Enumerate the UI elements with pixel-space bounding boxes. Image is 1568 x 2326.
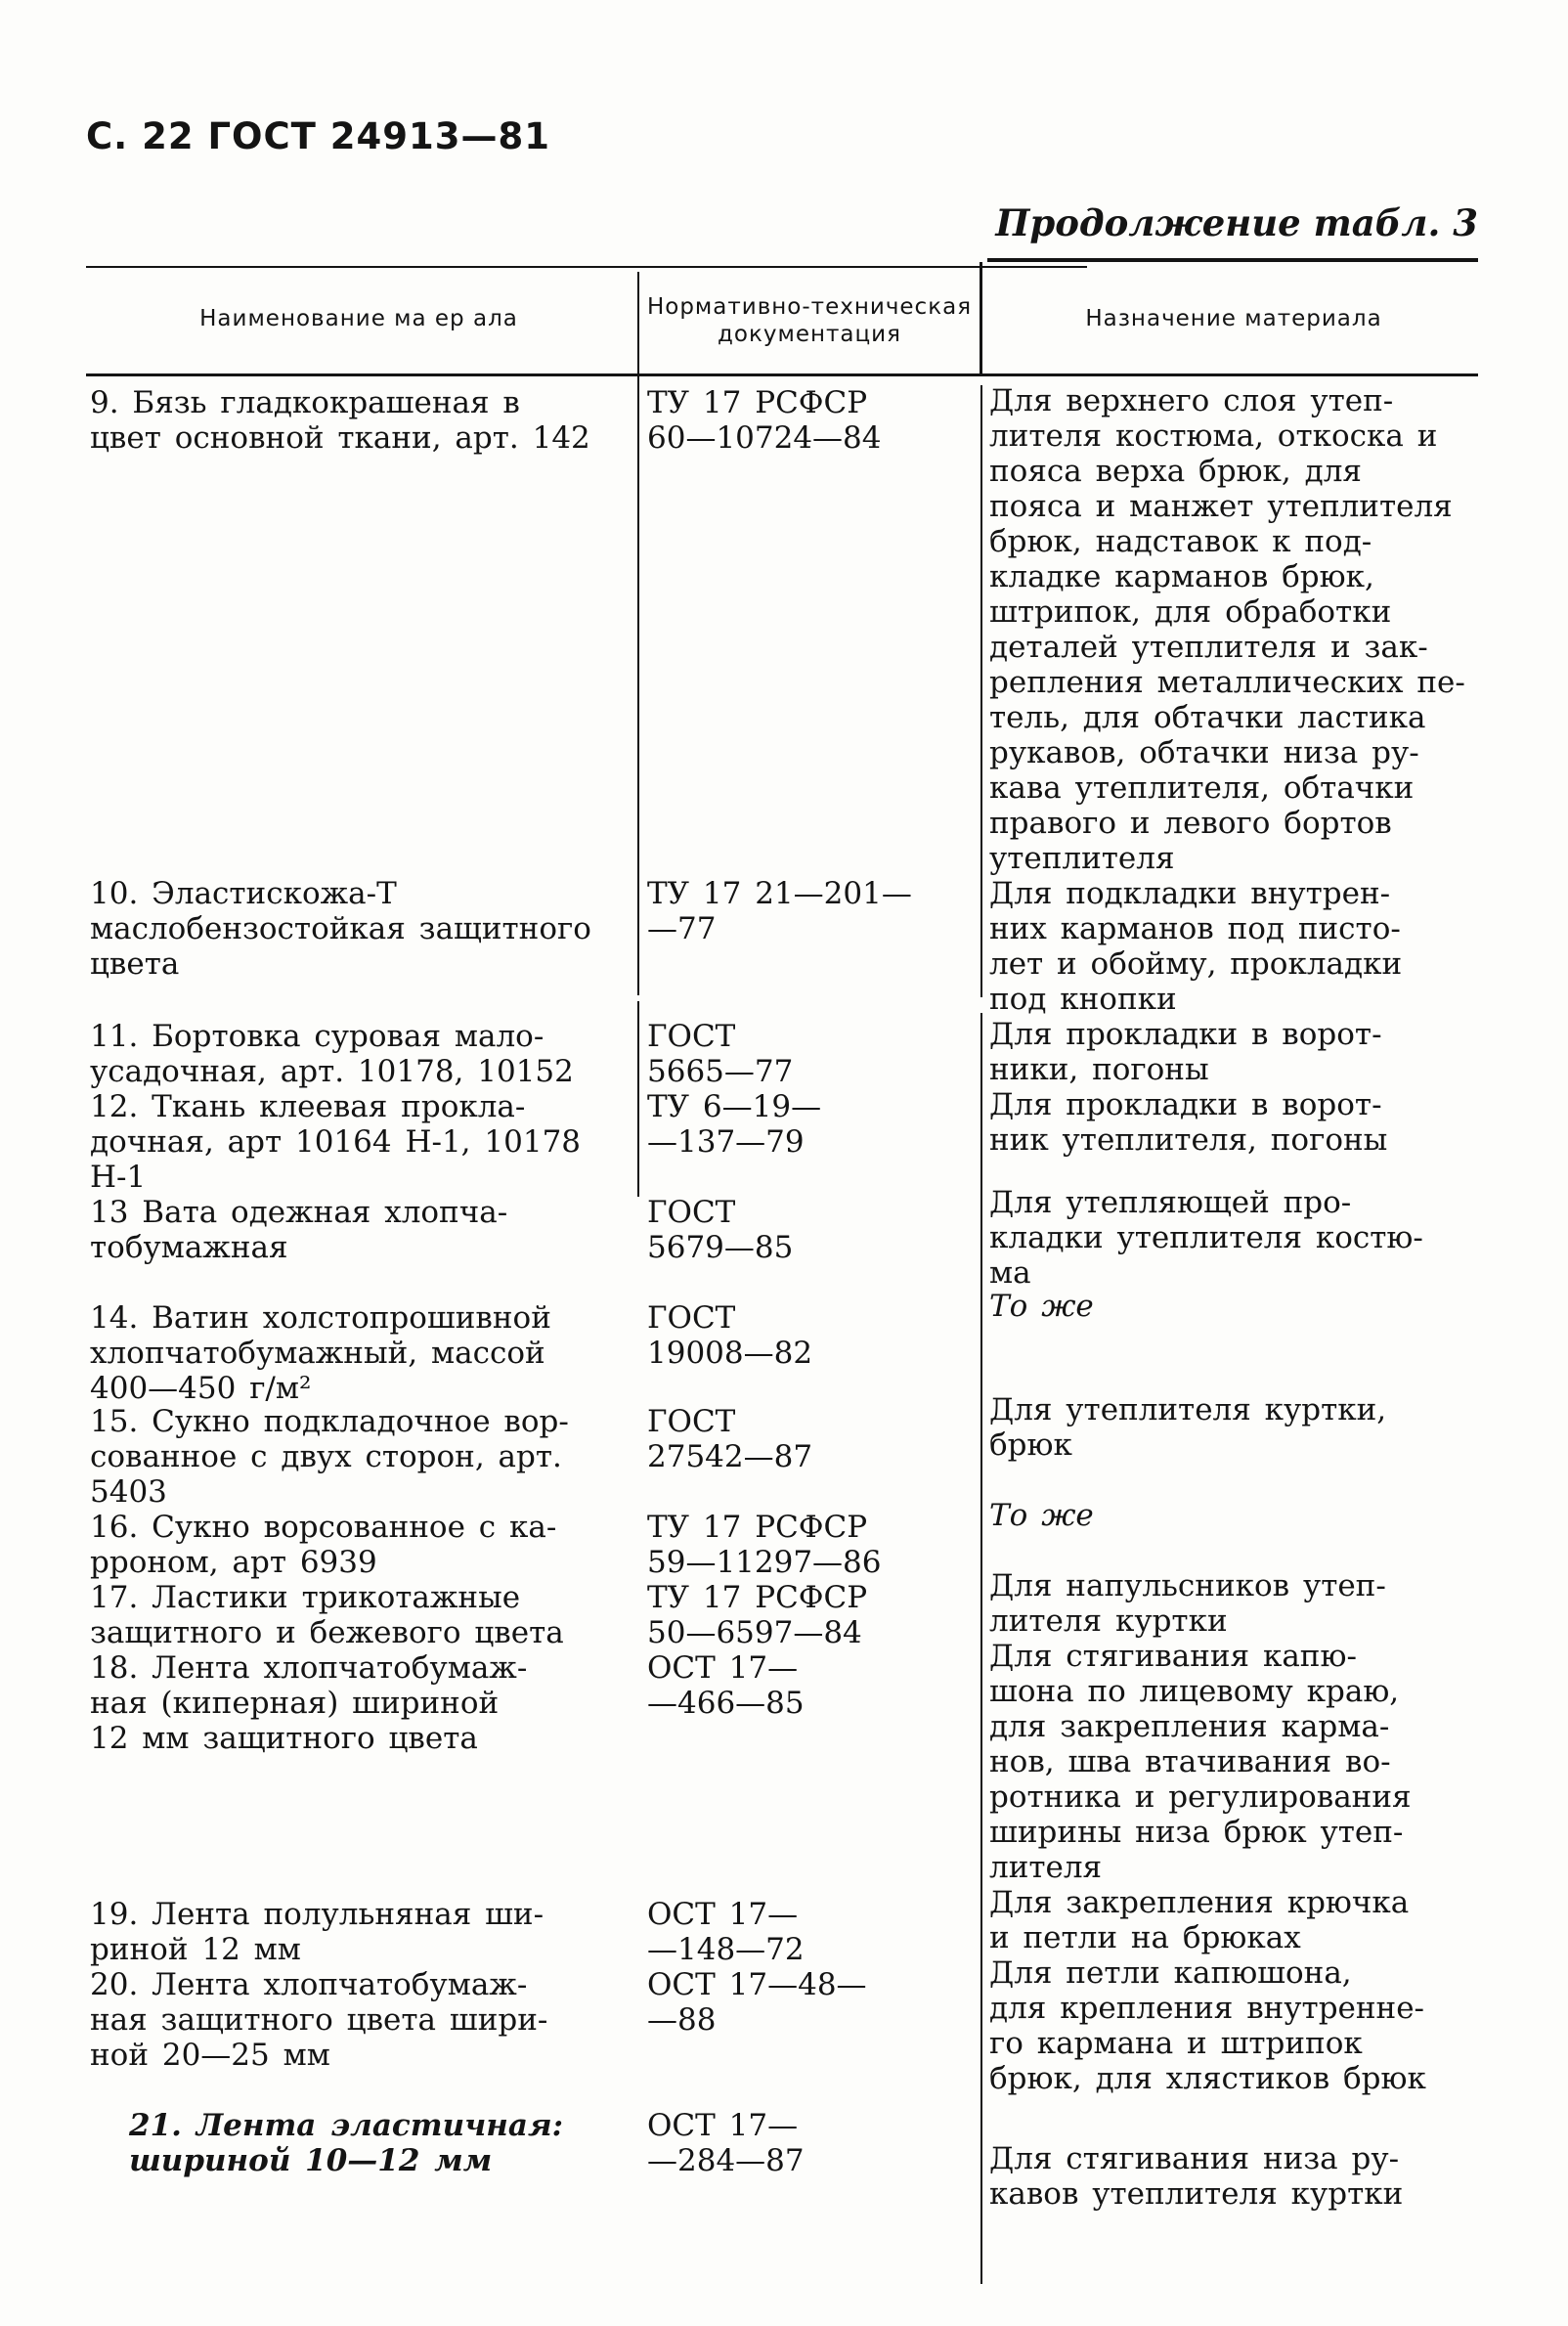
row-13-name: 21. Лента эластичная: шириной 10—12 мм (129, 2108, 564, 2178)
row-9-doc: ТУ 17 РСФСР 50—6597—84 (647, 1580, 868, 1650)
row-9-name: 17. Ластики трикотажные защитного и бежевого цвета (90, 1580, 564, 1650)
row-1-purpose: Для верхнего слоя утеп- лителя костюма, откоска и пояса верха брюк, для пояса и манжет утеплителя брюк, надставок к под- кладке карманов брюк, штрипок, для обработки деталей утеплителя и зак- репления металлических пе- тель, для обтачки ластика рукавов, обтачки низа ру- кава утеплителя, обтачки правого и левого бортов утеплителя (989, 383, 1465, 876)
row-2-purpose: Для подкладки внутрен- них карманов под писто- лет и обойму, прокладки под кнопки (989, 876, 1403, 1017)
row-8-purpose: То же (989, 1498, 1094, 1533)
row-4-name: 12. Ткань клеевая прокла- дочная, арт 10164 Н-1, 10178 Н-1 (90, 1089, 582, 1195)
row-1-name: 9. Бязь гладкокрашеная в цвет основной ткани, арт. 142 (90, 385, 590, 456)
row-11-purpose: Для закрепления крючка и петли на брюках (989, 1885, 1410, 1955)
table-continuation-label: Продолжение табл. 3 (995, 201, 1478, 244)
column-header-document: Нормативно-техническая документация (646, 294, 973, 347)
row-10-doc: ОСТ 17— —466—85 (647, 1650, 805, 1721)
column-divider-1-lower (637, 1001, 639, 1197)
column-divider-1 (637, 272, 639, 995)
row-5-purpose: Для утепляющей про- кладки утеплителя костю- ма (989, 1185, 1423, 1291)
row-10-name: 18. Лента хлопчатобумаж- ная (киперная) шириной 12 мм защитного цвета (90, 1650, 528, 1756)
row-7-doc: ГОСТ 27542—87 (647, 1404, 813, 1474)
row-3-doc: ГОСТ 5665—77 (647, 1019, 794, 1089)
page-header: С. 22 ГОСТ 24913—81 (86, 115, 550, 157)
header-top-rule (86, 266, 1087, 268)
column-divider-2 (980, 262, 982, 375)
row-4-purpose: Для прокладки в ворот- ник утеплителя, погоны (989, 1087, 1388, 1158)
row-13-doc: ОСТ 17— —284—87 (647, 2108, 805, 2178)
row-12-doc: ОСТ 17—48— —88 (647, 1967, 867, 2038)
row-8-doc: ТУ 17 РСФСР 59—11297—86 (647, 1510, 882, 1580)
row-12-name: 20. Лента хлопчатобумаж- ная защитного цвета шири- ной 20—25 мм (90, 1967, 548, 2073)
column-divider-2-body (980, 385, 982, 997)
row-3-name: 11. Бортовка суровая мало- усадочная, арт. 10178, 10152 (90, 1019, 574, 1089)
row-7-purpose: Для утеплителя куртки, брюк (989, 1392, 1387, 1463)
column-header-purpose: Назначение материала (1085, 306, 1382, 331)
row-8-name: 16. Сукно ворсованное с ка- pроном, арт 6939 (90, 1510, 557, 1580)
row-5-doc: ГОСТ 5679—85 (647, 1195, 794, 1265)
row-6-doc: ГОСТ 19008—82 (647, 1300, 813, 1371)
row-3-purpose: Для прокладки в ворот- ники, погоны (989, 1017, 1382, 1087)
row-13-purpose: Для стягивания низа ру- кавов утеплителя куртки (989, 2141, 1404, 2212)
row-7-name: 15. Сукно подкладочное вор- сованное с двух сторон, арт. 5403 (90, 1404, 569, 1510)
column-header-name: Наименование ма ер ала (199, 306, 518, 331)
row-1-doc: ТУ 17 РСФСР 60—10724—84 (647, 385, 882, 456)
row-5-name: 13 Вата одежная хлопча- тобумажная (90, 1195, 508, 1265)
row-9-purpose: Для напульсников утеп- лителя куртки (989, 1568, 1386, 1639)
column-divider-2-lower (980, 1013, 982, 2284)
row-11-doc: ОСТ 17— —148—72 (647, 1897, 805, 1967)
row-11-name: 19. Лента полульняная ши- риной 12 мм (90, 1897, 544, 1967)
header-bottom-rule (86, 373, 1478, 376)
row-6-name: 14. Ватин холстопрошивной хлопчатобумажный, массой 400—450 г/м² (90, 1300, 551, 1406)
row-10-purpose: Для стягивания капю- шона по лицевому краю, для закрепления карма- нов, шва втачивания во- ротника и регулирования ширины низа брюк утеп- лителя (989, 1639, 1412, 1885)
row-6-purpose: То же (989, 1289, 1094, 1324)
row-2-name: 10. Эластискожа-Т маслобензостойкая защитного цвета (90, 876, 591, 982)
row-12-purpose: Для петли капюшона, для крепления внутренне- го кармана и штрипок брюк, для хлястиков брюк (989, 1955, 1426, 2096)
header-top-rule-thick (987, 258, 1478, 262)
row-4-doc: ТУ 6—19— —137—79 (647, 1089, 822, 1160)
row-2-doc: ТУ 17 21—201— —77 (647, 876, 912, 946)
